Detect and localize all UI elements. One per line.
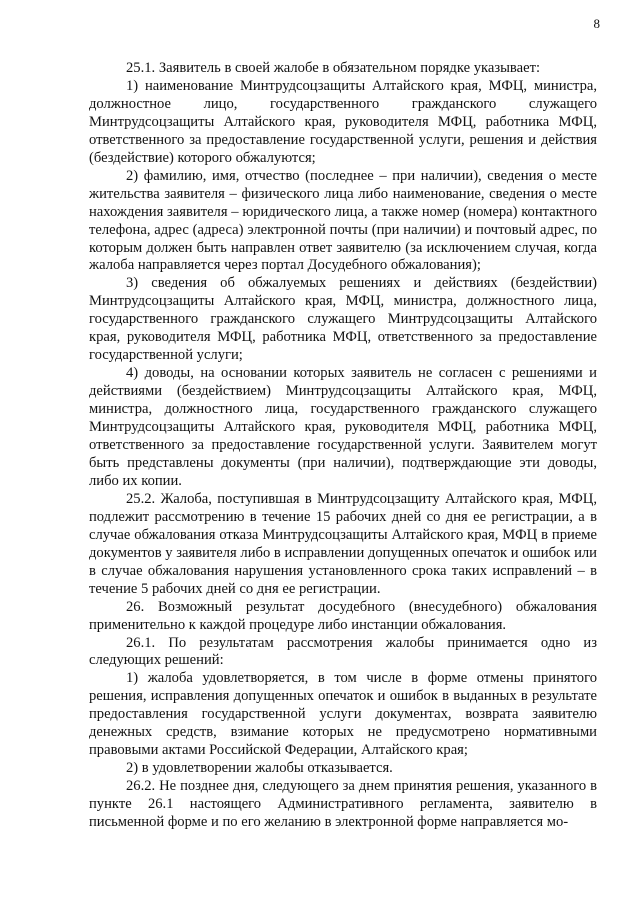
paragraph-25-1-item-2: 2) фамилию, имя, отчество (последнее – при наличии), сведения о месте жительства заявителя – физического лица либо наименование, сведения о месте нахождения заявителя – юридического лица, а также номер (номера) контактного телефона, адрес (адреса) электронной почты (при наличии) и почтовый адрес, по которым должен быть направлен ответ заявителю (за исключением случая, когда жалоба направляется через портал Досудебного обжалования); [89, 167, 597, 274]
paragraph-25-1-item-3: 3) сведения об обжалуемых решениях и действиях (бездействии) Минтрудсоцзащиты Алтайского края, МФЦ, министра, должностного лица, государственного гражданского служащего Минтрудсоцзащиты Алтайского края, руководителя МФЦ, работника МФЦ, ответственного за предоставление государственной услуги; [89, 275, 597, 364]
paragraph-26-1-item-1: 1) жалоба удовлетворяется, в том числе в форме отмены принятого решения, исправления допущенных опечаток и ошибок в выданных в результате предоставления государственной услуги документах, возврата заявителю денежных средств, взимание которых не предусмотрено нормативными правовыми актами Российской Федерации, Алтайского края; [89, 670, 597, 759]
page-number: 8 [593, 16, 600, 31]
paragraph-25-1-item-4: 4) доводы, на основании которых заявитель не согласен с решениями и действиями (бездействием) Минтрудсоцзащиты Алтайского края, МФЦ, министра, должностного лица, государственного гражданского служащего Минтрудсоцзащиты Алтайского края, руководителя МФЦ, работника МФЦ, ответственного за предоставление государственной услуги. Заявителем могут быть представлены документы (при наличии), подтверждающие эти доводы, либо их копии. [89, 365, 597, 489]
paragraph-25-1-intro: 25.1. Заявитель в своей жалобе в обязательном порядке указывает: [126, 60, 540, 76]
paragraph-26-1-item-2: 2) в удовлетворении жалобы отказывается. [126, 760, 393, 777]
paragraph-25-2: 25.2. Жалоба, поступившая в Минтрудсоцзащиту Алтайского края, МФЦ, подлежит рассмотрению в течение 15 рабочих дней со дня ее регистрации, а в случае обжалования отказа Минтрудсоцзащиты Алтайского края, МФЦ в приеме документов у заявителя либо в исправлении допущенных опечаток и ошибок или в случае обжалования нарушения установленного срока таких исправлений – в течение 5 рабочих дней со дня ее регистрации. [89, 490, 597, 597]
document-body [89, 60, 597, 832]
paragraph-26-1-intro: 26.1. По результатам рассмотрения жалобы принимается одно из следующих решений: [89, 634, 597, 669]
paragraph-26: 26. Возможный результат досудебного (внесудебного) обжалования применительно к каждой процедуре либо инстанции обжалования. [89, 598, 597, 633]
paragraph-25-1-item-1: 1) наименование Минтрудсоцзащиты Алтайского края, МФЦ, министра, должностное лицо, государственного гражданского служащего Минтрудсоцзащиты Алтайского края, руководителя МФЦ, работника МФЦ, ответственного за предоставление государственной услуги, решения и действия (бездействие) которого обжалуются; [89, 77, 597, 166]
paragraph-26-2: 26.2. Не позднее дня, следующего за днем принятия решения, указанного в пункте 26.1 настоящего Административного регламента, заявителю в письменной форме и по его желанию в электронной форме направляется мо- [89, 778, 597, 831]
